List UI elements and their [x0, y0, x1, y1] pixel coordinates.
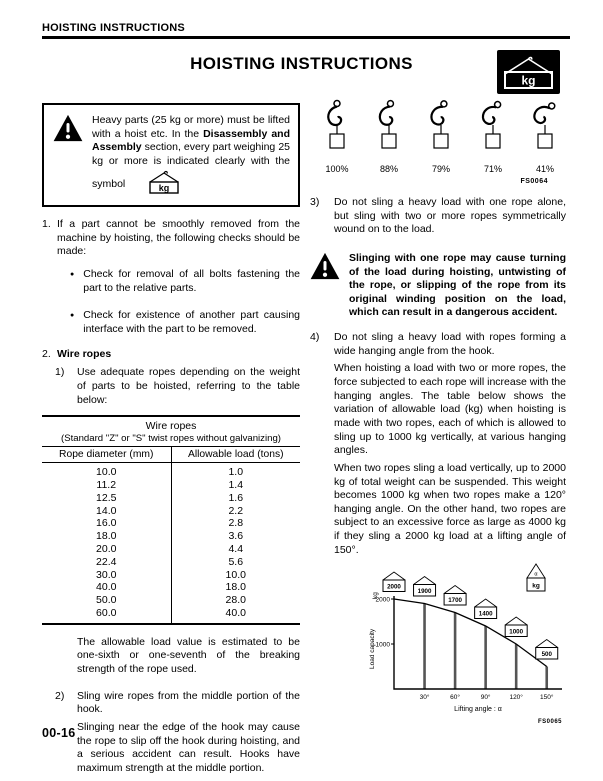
chart-legend-label: kg — [532, 582, 540, 590]
item-2 — [42, 348, 300, 362]
table-cell: 2.8 — [228, 517, 244, 530]
hook-icon — [476, 98, 510, 156]
table-cell: 11.2 — [42, 479, 171, 492]
item-3 — [310, 196, 566, 237]
table-cell: 1.4 — [228, 479, 244, 492]
table-row — [42, 581, 300, 594]
chart-point-label: 500 — [541, 651, 552, 659]
page-title: HOISTING INSTRUCTIONS — [190, 54, 413, 73]
warning-triangle-icon — [53, 114, 83, 199]
hook-icon — [424, 98, 458, 156]
header-rule — [42, 36, 570, 39]
chart-point-label: 1900 — [417, 588, 432, 596]
table-row — [42, 517, 300, 530]
table-row — [42, 463, 300, 479]
chart-load-box — [475, 599, 497, 619]
chart-point-label: 1000 — [509, 628, 524, 636]
hook-load-percentage: 100% — [325, 164, 349, 174]
hook-figure-item — [528, 98, 562, 174]
hook-figure-item — [320, 98, 354, 174]
table-cell: 18.0 — [225, 581, 246, 594]
warning-triangle-icon — [310, 252, 340, 320]
chart-load-box — [414, 577, 436, 597]
table-header-diameter: Rope diameter (mm) — [42, 447, 171, 463]
warning-box-heavy-parts — [42, 103, 300, 207]
chart-x-tick-label: 60° — [450, 694, 461, 702]
warning-text-pre: Heavy parts (25 kg or more) must be lifted with a hoist etc. In the — [92, 114, 290, 140]
table-row — [42, 492, 300, 505]
chart-svg — [366, 559, 566, 729]
table-row — [42, 569, 300, 582]
kg-hoist-icon — [497, 50, 560, 99]
chart-x-tick-label: 30° — [419, 694, 430, 702]
item-4 — [310, 331, 566, 557]
bullet-check-bolts: ● Check for removal of all bolts fastening the part to the relative parts. — [83, 268, 300, 294]
table-cell: 40.0 — [42, 581, 171, 594]
table-cell: 10.0 — [42, 463, 171, 479]
kg-symbol-label: kg — [158, 182, 170, 193]
table-cell: 60.0 — [42, 607, 171, 623]
chart-legend-angle: α — [534, 571, 538, 578]
item-2-sub-1 — [55, 366, 300, 407]
table-cell: 5.6 — [228, 555, 244, 568]
chart-x-tick-label: 150° — [540, 694, 554, 702]
item-2-sub-2-text: Sling wire ropes from the middle portion of the hook. — [77, 689, 300, 716]
table-cell: 1.6 — [228, 491, 244, 504]
table-cell: 16.0 — [42, 517, 171, 530]
chart-point-label: 1700 — [448, 597, 462, 605]
item-1-bullets — [70, 268, 300, 337]
hook-load-percentage: 71% — [483, 164, 502, 174]
table-cell: 22.4 — [42, 556, 171, 569]
hook-icon — [528, 98, 562, 156]
chart-load-box — [444, 586, 466, 606]
hook-figure-item — [476, 98, 510, 174]
right-column — [310, 96, 566, 734]
table-row — [42, 543, 300, 556]
chart-x-axis-label: Lifting angle : α — [454, 706, 502, 714]
table-cell: 3.6 — [228, 530, 244, 543]
warning-one-rope — [310, 252, 566, 320]
page-number: 00-16 — [42, 726, 76, 740]
table-row — [42, 594, 300, 607]
warning-one-rope-text: Slinging with one rope may cause turning of the load during hoisting, untwisting of the rope, or slipping of the rope from its original winding position on the load, which can result in a dangerous accident. — [349, 251, 566, 319]
table-header-load: Allowable load (tons) — [171, 447, 300, 463]
item-4-para-1: When hoisting a load with two or more ropes, the force subjected to each rope will increase with the hanging angles. The table below shows the variation of allowable load (kg) when hoisting is made with two ropes, each of which is allowed to sling up to 1000 kg vertically, at various hanging angles. — [334, 362, 566, 457]
table-row — [42, 505, 300, 518]
table-cell: 18.0 — [42, 530, 171, 543]
hooks-figure — [310, 96, 566, 185]
hooks-figure-label: FS0064 — [520, 178, 548, 185]
chart-y-tick-label: 1000 — [375, 641, 390, 649]
hooks-figure-items — [320, 98, 562, 174]
table-row — [42, 479, 300, 492]
table-cell: 1.0 — [228, 466, 244, 479]
item-2-sub-1-text: Use adequate ropes depending on the weight of parts to be hoisted, referring to the table below: — [77, 366, 300, 406]
chart-point-label: 1400 — [478, 610, 493, 618]
hook-load-percentage: 41% — [535, 164, 554, 174]
hook-icon — [320, 98, 354, 156]
chart-load-box — [383, 572, 405, 592]
item-3-number: 3) — [310, 196, 320, 208]
allowable-load-note: The allowable load value is estimated to be one-sixth or one-seventh of the breaking strength of the rope used. — [77, 635, 300, 676]
chart-x-tick-label: 120° — [509, 694, 523, 702]
table-subtitle: (Standard "Z" or "S" twist ropes without galvanizing) — [61, 433, 281, 445]
table-cell: 20.0 — [42, 543, 171, 556]
kg-symbol-icon — [144, 169, 184, 200]
table-cell: 12.5 — [42, 492, 171, 505]
table-cell: 40.0 — [225, 607, 246, 620]
warning-text-bold: Disassembly and Assembly — [92, 127, 290, 154]
table-cell: 28.0 — [225, 594, 246, 607]
item-4-para-2: When two ropes sling a load vertically, up to 2000 kg of total weight can be suspended. This weight becomes 1000 kg when two ropes make a 120° hanging angle. On the other hand, two ropes are subject to an excessive force as large as 4000 kg if they sling a 2000 kg load at a lifting angle of 150°. — [334, 461, 566, 556]
item-2-sub-2-number: 2) — [55, 689, 65, 702]
left-column — [42, 103, 300, 776]
chart-y-tick-label: 2000 — [375, 596, 390, 604]
item-4-text: Do not sling a heavy load with ropes forming a wide hanging angle from the hook. — [334, 331, 566, 357]
table-cell: 50.0 — [42, 594, 171, 607]
table-cell: 14.0 — [42, 505, 171, 518]
table-cell: 2.2 — [228, 504, 244, 517]
chart-figure-label: FS0065 — [537, 719, 562, 726]
item-3-text: Do not sling a heavy load with one rope alone, but sling with two or more ropes symmetrically wound on to the load. — [334, 196, 566, 236]
item-1-text: If a part cannot be smoothly removed from the machine by hoisting, the following checks should be made: — [57, 218, 300, 258]
chart-point-label: 2000 — [387, 583, 401, 591]
table-title: Wire ropes — [145, 420, 197, 433]
chart-load-box — [505, 617, 527, 637]
chart-load-box — [536, 640, 558, 660]
item-2-sub-2-text2: Slinging near the edge of the hook may cause the rope to slip off the hook during hoisting, and a serious accident can result. Hooks have maximum strength at the middle portion. — [77, 721, 300, 774]
table-cell: 10.0 — [225, 568, 246, 581]
item-2-number: 2. — [42, 347, 51, 360]
wire-rope-table-body — [42, 463, 300, 623]
warning-text — [92, 114, 290, 199]
hook-figure-item — [372, 98, 406, 174]
table-cell: 4.4 — [228, 543, 244, 556]
table-row — [42, 607, 300, 623]
chart-x-tick-label: 90° — [480, 694, 491, 702]
chart-legend-icon — [527, 564, 545, 591]
kg-badge-label: kg — [521, 73, 536, 88]
hook-load-percentage: 79% — [431, 164, 450, 174]
wire-rope-table — [42, 415, 300, 625]
chart-y-axis-label: Load capacity — [369, 629, 376, 670]
item-1 — [42, 218, 300, 336]
table-cell: 30.0 — [42, 569, 171, 582]
table-row — [42, 556, 300, 569]
warning-text-post: section, every part weighing 25 kg or more is indicated clearly with the symbol — [92, 141, 290, 190]
hook-load-percentage: 88% — [379, 164, 398, 174]
chart-y-unit: kg — [372, 592, 379, 600]
hook-figure-item — [424, 98, 458, 174]
table-row — [42, 530, 300, 543]
item-1-number: 1. — [42, 218, 51, 231]
item-2-sub-2 — [55, 690, 300, 776]
running-header: HOISTING INSTRUCTIONS — [42, 22, 185, 34]
item-2-sub-1-number: 1) — [55, 366, 65, 379]
item-2-title: Wire ropes — [57, 347, 112, 360]
item-4-number: 4) — [310, 331, 320, 344]
load-angle-chart — [366, 559, 566, 734]
hook-icon — [372, 98, 406, 156]
bullet-check-interface: ● Check for existence of another part causing interface with the part to be removed. — [83, 309, 300, 336]
